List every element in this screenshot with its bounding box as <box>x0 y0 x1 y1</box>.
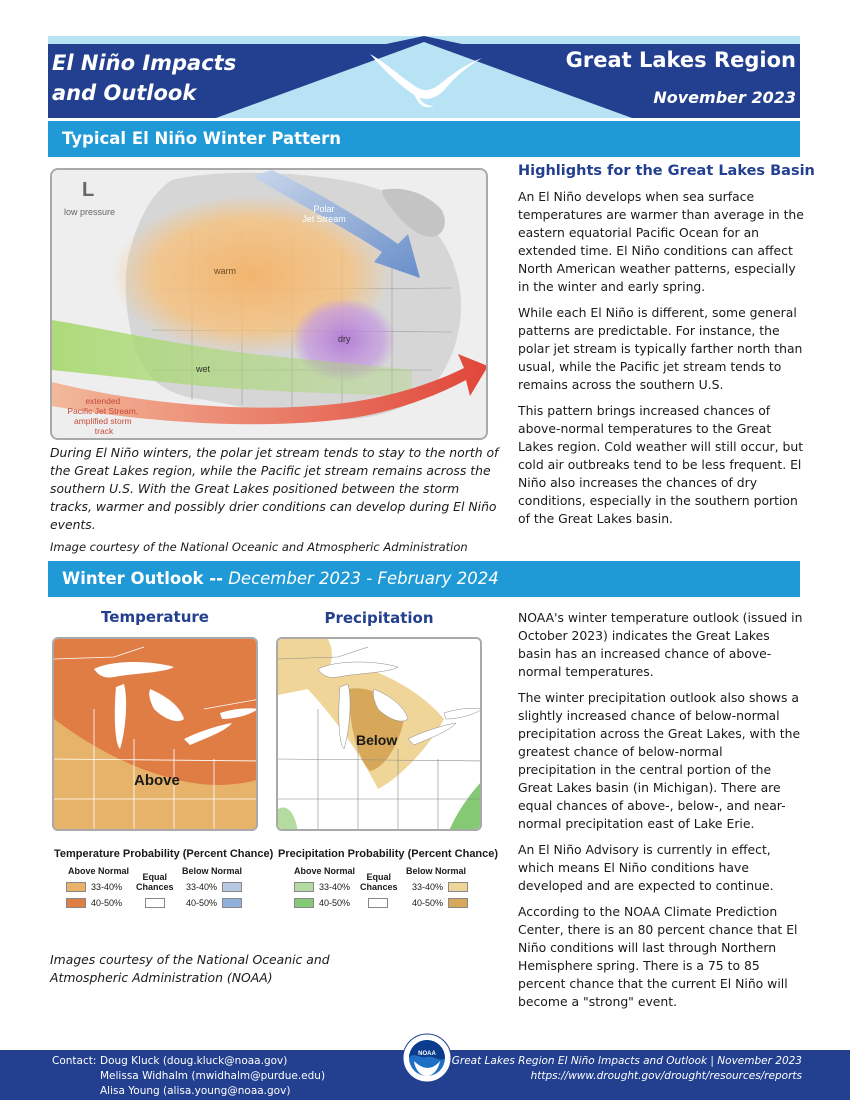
precipitation-legend-below-head: Below Normal <box>406 866 467 876</box>
header-title <box>52 48 292 108</box>
temperature-legend-below-40 <box>186 898 242 908</box>
section-typical-pattern <box>48 121 800 157</box>
swatch <box>368 898 388 908</box>
precipitation-legend-above-40 <box>294 898 350 908</box>
map-low-symbol: L <box>82 179 95 201</box>
swatch <box>294 898 314 908</box>
precipitation-title: Precipitation <box>324 609 434 627</box>
section-winter-outlook-title: Winter Outlook -- <box>62 569 223 588</box>
temperature-legend-above-head: Above Normal <box>68 866 130 876</box>
highlights-paragraph: While each El Niño is different, some general patterns are predictable. For instance, the polar jet stream is typically farther north than usual, while the Pacific jet stream tends to remains across the southern U.S. <box>518 305 803 392</box>
map-warm-label: warm <box>214 266 236 276</box>
precipitation-map-label: Below <box>356 732 398 748</box>
temperature-legend <box>54 848 274 918</box>
outlook-body <box>518 609 804 1019</box>
precipitation-legend-above-33 <box>294 882 350 892</box>
temperature-legend-above-33 <box>66 882 122 892</box>
highlights-body <box>518 188 804 536</box>
outlook-paragraph: The winter precipitation outlook also shows a slightly increased chance of below-normal precipitation across the Great Lakes, with the greatest chance of below-normal precipitation in the central portion of the Great Lakes basin (in Michigan). There are equal chances of above-, below-, and near-normal precipitation east of Lake Erie. <box>518 690 801 831</box>
outlook-paragraph: According to the NOAA Climate Prediction Center, there is an 80 percent chance that El Niño conditions will last through Northern Hemisphere spring. There is a 75 to 85 percent chance that the current El Niño will become a "strong" event. <box>518 904 798 1009</box>
el-nino-pattern-map <box>50 168 488 440</box>
temperature-map-label: Above <box>134 772 180 789</box>
map-pacific-jet-label: extended Pacific Jet Stream, amplified storm track <box>67 396 139 436</box>
map-dry-label: dry <box>338 334 351 344</box>
temperature-legend-above-40 <box>66 898 122 908</box>
precipitation-legend <box>278 848 499 918</box>
highlights-title: Highlights for the Great Lakes Basin <box>518 163 815 179</box>
temperature-legend-below-head: Below Normal <box>182 866 243 876</box>
legend-row-label: 33-40% <box>319 882 351 892</box>
section-winter-outlook <box>48 561 800 597</box>
temperature-legend-equal <box>145 898 165 908</box>
noaa-logo-icon <box>402 1033 452 1083</box>
publication-title: Great Lakes Region El Niño Impacts and Outlook | November 2023 <box>451 1055 802 1067</box>
swatch <box>294 882 314 892</box>
precipitation-legend-equal <box>368 898 388 908</box>
header-title-line2: and Outlook <box>52 81 197 105</box>
pattern-map-graphic <box>52 170 488 440</box>
publication-url[interactable]: https://www.drought.gov/drought/resources/reports <box>530 1070 802 1082</box>
legend-row-label: 40-50% <box>186 898 218 908</box>
section-winter-outlook-dates: December 2023 - February 2024 <box>222 569 499 588</box>
contact-melissa-widhalm[interactable]: Melissa Widhalm (mwidhalm@purdue.edu) <box>100 1070 326 1082</box>
header-title-line1: El Niño Impacts <box>52 51 237 75</box>
temperature-legend-title: Temperature Probability (Percent Chance) <box>54 848 274 860</box>
footer-contacts <box>52 1054 325 1099</box>
precipitation-legend-below-40 <box>412 898 468 908</box>
highlights-paragraph: An El Niño develops when sea surface temperatures are warmer than average in the eastern equatorial Pacific Ocean for an extended time. El Niño conditions can affect North American weather patterns, especially in the winter and early spring. <box>518 189 804 294</box>
legend-row-label: 33-40% <box>91 882 123 892</box>
legend-row-label: 40-50% <box>319 898 351 908</box>
swatch <box>66 898 86 908</box>
footer-publication <box>452 1054 802 1084</box>
swatch <box>145 898 165 908</box>
temperature-legend-below-33 <box>186 882 242 892</box>
map-wet-label: wet <box>196 364 211 374</box>
precipitation-legend-below-33 <box>412 882 468 892</box>
map-polar-jet-label: Polar Jet Stream <box>302 204 346 224</box>
legend-row-label: 33-40% <box>412 882 444 892</box>
temperature-legend-equal-head: Equal Chances <box>136 872 174 892</box>
temperature-outlook-map <box>52 637 258 831</box>
header-region: Great Lakes Region <box>565 48 796 72</box>
map-low-label: low pressure <box>64 207 116 217</box>
header-date: November 2023 <box>653 88 796 107</box>
precipitation-legend-above-head: Above Normal <box>294 866 356 876</box>
legend-row-label: 40-50% <box>412 898 444 908</box>
noaa-logo-text: NOAA <box>418 1051 436 1057</box>
swatch <box>448 882 468 892</box>
section-typical-pattern-title: Typical El Niño Winter Pattern <box>62 129 341 148</box>
figure-credit: Image courtesy of the National Oceanic and Atmospheric Administration <box>50 540 468 554</box>
outlook-paragraph: An El Niño Advisory is currently in effect, which means El Niño conditions have developed and are expected to continue. <box>518 842 774 893</box>
swatch <box>66 882 86 892</box>
swatch <box>222 882 242 892</box>
outlook-credit: Images courtesy of the National Oceanic and Atmospheric Administration (NOAA) <box>50 952 330 985</box>
temperature-map-graphic <box>54 639 258 831</box>
swatch <box>222 898 242 908</box>
contact-doug-kluck[interactable]: Doug Kluck (doug.kluck@noaa.gov) <box>100 1055 288 1067</box>
precipitation-map-graphic <box>278 639 482 831</box>
precipitation-outlook-map <box>276 637 482 831</box>
precipitation-legend-equal-head: Equal Chances <box>360 872 398 892</box>
legend-row-label: 40-50% <box>91 898 123 908</box>
precipitation-legend-title: Precipitation Probability (Percent Chance) <box>278 848 499 860</box>
legend-row-label: 33-40% <box>186 882 218 892</box>
highlights-paragraph: This pattern brings increased chances of above-normal temperatures to the Great Lakes region. Cold weather will still occur, but cold air outbreaks tend to be less frequent. El Niño also increases the chances of dry conditions, especially in the southern portion of the Great Lakes basin. <box>518 403 804 526</box>
figure-caption: During El Niño winters, the polar jet stream tends to stay to the north of the Great Lakes region, while the Pacific jet stream remains across the southern U.S. With the Great Lakes positioned between the storm tracks, warmer and possibly drier conditions can develop during El Niño events. <box>50 445 499 532</box>
contact-alisa-young[interactable]: Alisa Young (alisa.young@noaa.gov) <box>100 1085 291 1097</box>
swatch <box>448 898 468 908</box>
outlook-paragraph: NOAA's winter temperature outlook (issued in October 2023) indicates the Great Lakes basin has an increased chance of above-normal temperatures. <box>518 610 803 679</box>
temperature-title: Temperature <box>101 608 209 626</box>
contact-label: Contact: <box>52 1055 97 1067</box>
header-banner <box>48 36 800 118</box>
